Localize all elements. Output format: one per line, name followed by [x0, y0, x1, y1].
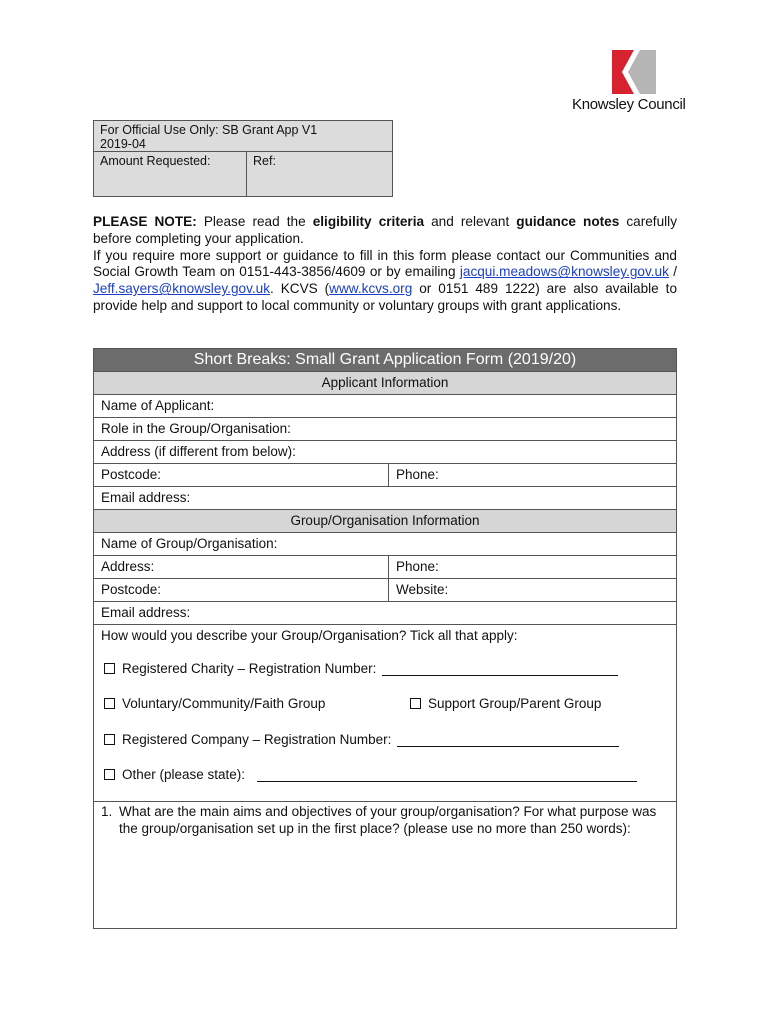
question-1-text: What are the main aims and objectives of your group/organisation? For what purpose was the group/organisation set up in the first place? (please use no more than 250 words):: [119, 804, 657, 836]
checkbox-icon[interactable]: [104, 663, 115, 674]
official-use-header: [94, 121, 392, 152]
checkbox-icon[interactable]: [410, 698, 421, 709]
please-note-label: PLEASE NOTE:: [93, 214, 197, 229]
option-registered-company[interactable]: [104, 732, 619, 747]
note-text: . KCVS (: [270, 281, 330, 297]
group-section-heading: Group/Organisation Information: [94, 510, 676, 533]
group-email-field[interactable]: Email address:: [94, 602, 676, 625]
applicant-postcode-field[interactable]: Postcode:: [94, 464, 389, 486]
email-link-jacqui[interactable]: jacqui.meadows@knowsley.gov.uk: [459, 264, 669, 280]
organisation-type-section: [94, 625, 676, 802]
council-logo-icon: [612, 50, 656, 94]
group-website-field[interactable]: Website:: [396, 582, 449, 597]
applicant-email-field[interactable]: Email address:: [94, 487, 676, 510]
option-support-group[interactable]: [410, 696, 601, 711]
option-label: Registered Company – Registration Number:: [122, 732, 392, 747]
question-1[interactable]: [94, 802, 676, 837]
other-state-line[interactable]: [257, 767, 637, 782]
question-1-number: 1.: [101, 804, 113, 819]
council-name: Knowsley Council: [572, 96, 686, 113]
email-link-jeff[interactable]: Jeff.sayers@knowsley.gov.uk: [93, 281, 270, 297]
note-text: or 0151 489 1222) are also available to provide help and support to local community or voluntary groups with grant applications.: [93, 281, 677, 313]
organisation-type-question: How would you describe your Group/Organisation? Tick all that apply:: [101, 628, 518, 643]
group-address-field[interactable]: Address:: [94, 556, 389, 578]
note-text: /: [668, 264, 677, 280]
option-other[interactable]: [104, 767, 637, 782]
council-logo: [568, 50, 698, 116]
official-use-title: For Official Use Only: SB Grant App V1: [100, 123, 318, 137]
option-registered-charity[interactable]: [104, 661, 618, 676]
option-label: Registered Charity – Registration Number:: [122, 661, 377, 676]
official-use-box: [93, 120, 393, 197]
group-phone-field[interactable]: Phone:: [396, 559, 439, 574]
group-postcode-field[interactable]: Postcode:: [94, 579, 389, 601]
option-label: Voluntary/Community/Faith Group: [122, 696, 326, 711]
applicant-name-field[interactable]: Name of Applicant:: [94, 395, 676, 418]
kcvs-link[interactable]: www.kcvs.org: [329, 281, 413, 297]
form-title: Short Breaks: Small Grant Application Form (2019/20): [94, 349, 676, 372]
option-label: Support Group/Parent Group: [428, 696, 602, 711]
amount-requested-label: Amount Requested:: [94, 152, 247, 196]
official-use-version: 2019-04: [100, 137, 146, 151]
note-text: If you require more support or guidance to fill in this form please contact our Communities and Social Growth Team on 0151-443-3856/4609 or by emailing: [93, 247, 677, 280]
applicant-address-field[interactable]: Address (if different from below):: [94, 441, 676, 464]
note-text: Please read the: [196, 214, 313, 229]
guidance-notes: guidance notes: [516, 214, 620, 229]
company-number-line[interactable]: [397, 732, 619, 747]
applicant-phone-field[interactable]: Phone:: [396, 467, 439, 482]
charity-number-line[interactable]: [382, 661, 618, 676]
eligibility-criteria: eligibility criteria: [312, 214, 425, 229]
group-name-field[interactable]: Name of Group/Organisation:: [94, 533, 676, 556]
applicant-role-field[interactable]: Role in the Group/Organisation:: [94, 418, 676, 441]
please-note: [93, 214, 677, 315]
ref-label: Ref:: [253, 154, 276, 168]
note-text: and relevant: [424, 214, 517, 229]
checkbox-icon[interactable]: [104, 769, 115, 780]
applicant-section-heading: Applicant Information: [94, 372, 676, 395]
checkbox-icon[interactable]: [104, 698, 115, 709]
note-text: carefully before completing your application.: [93, 214, 677, 246]
checkbox-icon[interactable]: [104, 734, 115, 745]
option-voluntary-group[interactable]: [104, 696, 325, 711]
application-form: [93, 348, 677, 929]
option-label: Other (please state):: [122, 767, 246, 782]
